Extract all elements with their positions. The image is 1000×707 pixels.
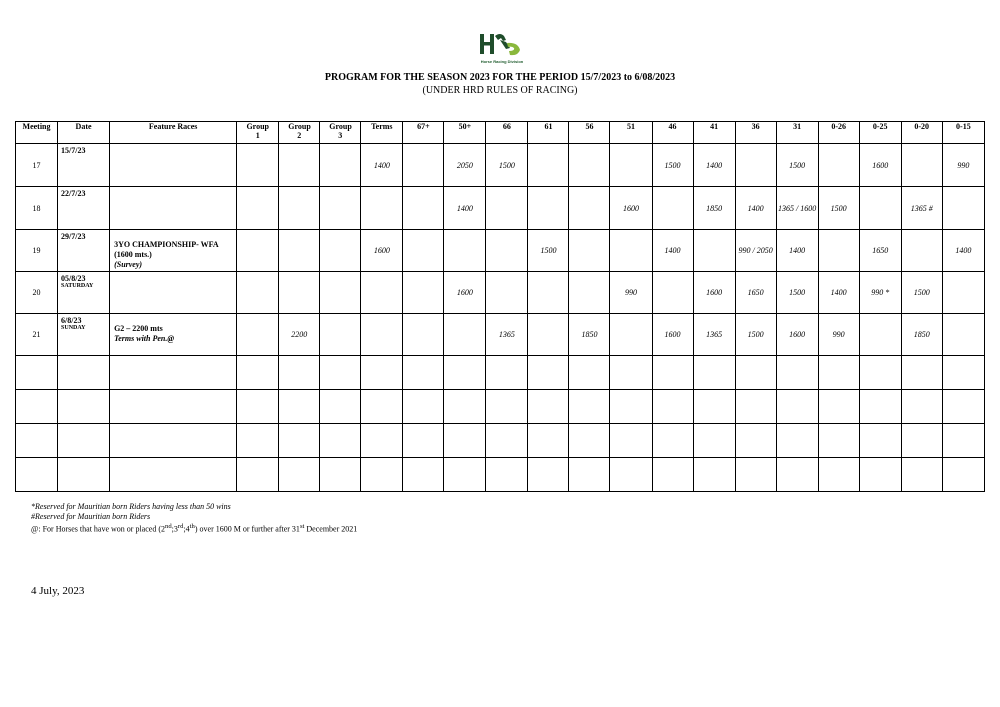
distance-cell — [486, 187, 528, 230]
empty-cell — [403, 356, 444, 390]
distance-cell: 1850 — [693, 187, 735, 230]
distance-cell: 1600 — [361, 230, 403, 272]
empty-cell — [444, 458, 486, 492]
distance-cell — [569, 187, 610, 230]
empty-cell — [320, 356, 361, 390]
meeting-cell: 21 — [16, 314, 58, 356]
distance-cell: 1650 — [859, 230, 901, 272]
column-header: 56 — [569, 122, 610, 144]
empty-cell — [942, 390, 984, 424]
empty-cell — [569, 356, 610, 390]
empty-cell — [279, 424, 320, 458]
distance-cell — [818, 144, 859, 187]
empty-cell — [901, 424, 942, 458]
meeting-cell: 18 — [16, 187, 58, 230]
distance-cell — [279, 187, 320, 230]
distance-cell: 990 — [818, 314, 859, 356]
column-header: 0-26 — [818, 122, 859, 144]
page-subtitle: (UNDER HRD RULES OF RACING) — [422, 85, 578, 96]
empty-cell — [569, 424, 610, 458]
empty-cell — [610, 424, 652, 458]
column-header: Meeting — [16, 122, 58, 144]
footnote: @: For Horses that have won or placed (2nd;3rd;4th) over 1600 M or further after 31st December 2021 — [31, 523, 358, 534]
column-header: 67+ — [403, 122, 444, 144]
distance-cell: 1400 — [361, 144, 403, 187]
column-header: Date — [58, 122, 110, 144]
distance-cell — [569, 144, 610, 187]
empty-cell — [652, 458, 693, 492]
distance-cell — [610, 314, 652, 356]
distance-cell — [320, 187, 361, 230]
empty-cell — [776, 390, 818, 424]
distance-cell: 2050 — [444, 144, 486, 187]
column-header: 0-25 — [859, 122, 901, 144]
empty-cell — [361, 458, 403, 492]
footnote: #Reserved for Mauritian born Riders — [31, 512, 151, 521]
distance-cell: 1400 — [735, 187, 776, 230]
table-row — [16, 230, 985, 272]
column-header: 51 — [610, 122, 652, 144]
distance-cell — [693, 230, 735, 272]
distance-cell: 1400 — [693, 144, 735, 187]
distance-cell: 1400 — [444, 187, 486, 230]
empty-cell — [652, 424, 693, 458]
date-cell — [58, 230, 110, 272]
empty-cell — [735, 424, 776, 458]
distance-cell — [569, 230, 610, 272]
empty-cell — [818, 356, 859, 390]
distance-cell: 990 — [942, 144, 984, 187]
empty-cell — [610, 356, 652, 390]
empty-cell — [652, 390, 693, 424]
empty-cell — [58, 424, 110, 458]
empty-cell — [58, 390, 110, 424]
date-cell — [58, 314, 110, 356]
empty-cell — [320, 424, 361, 458]
distance-cell: 990 * — [859, 272, 901, 314]
distance-cell — [403, 144, 444, 187]
column-header: 36 — [735, 122, 776, 144]
distance-cell — [901, 144, 942, 187]
distance-cell — [403, 272, 444, 314]
empty-cell — [110, 390, 237, 424]
distance-cell: 1365 — [486, 314, 528, 356]
distance-cell — [403, 314, 444, 356]
distance-cell: 1650 — [735, 272, 776, 314]
distance-cell — [942, 272, 984, 314]
distance-cell: 1500 — [776, 144, 818, 187]
table-row — [16, 272, 985, 314]
empty-cell — [652, 356, 693, 390]
distance-cell — [361, 187, 403, 230]
empty-cell — [942, 458, 984, 492]
empty-cell — [361, 390, 403, 424]
empty-cell — [528, 390, 569, 424]
distance-cell: 1850 — [901, 314, 942, 356]
distance-cell: 1365 / 1600 — [776, 187, 818, 230]
empty-cell — [776, 356, 818, 390]
date-value: 29/7/23 — [61, 232, 86, 241]
document-date: 4 July, 2023 — [31, 585, 85, 597]
distance-cell — [320, 314, 361, 356]
empty-cell — [110, 356, 237, 390]
day-label: SATURDAY — [61, 283, 94, 289]
empty-cell — [735, 458, 776, 492]
feature-race-cell — [110, 144, 237, 187]
distance-cell: 1600 — [444, 272, 486, 314]
table-body — [16, 144, 985, 492]
empty-cell — [901, 390, 942, 424]
meeting-cell: 19 — [16, 230, 58, 272]
distance-cell — [237, 144, 279, 187]
distance-cell — [279, 272, 320, 314]
distance-cell: 1500 — [735, 314, 776, 356]
empty-cell — [279, 458, 320, 492]
column-header: Group 1 — [237, 122, 279, 144]
distance-cell — [444, 230, 486, 272]
distance-cell — [735, 144, 776, 187]
empty-cell — [486, 356, 528, 390]
distance-cell — [403, 187, 444, 230]
distance-cell — [610, 230, 652, 272]
date-value: 05/8/23 — [61, 274, 86, 283]
date-value: 15/7/23 — [61, 146, 86, 155]
distance-cell — [610, 144, 652, 187]
distance-cell: 1400 — [942, 230, 984, 272]
distance-cell — [901, 230, 942, 272]
empty-cell — [279, 390, 320, 424]
distance-cell — [859, 187, 901, 230]
distance-cell: 1500 — [776, 272, 818, 314]
empty-cell — [237, 390, 279, 424]
date-value: 6/8/23 — [61, 316, 82, 325]
date-value: 22/7/23 — [61, 189, 86, 198]
distance-cell — [444, 314, 486, 356]
logo-caption: Horse Racing Division — [480, 59, 524, 64]
distance-cell — [237, 187, 279, 230]
distance-cell — [237, 230, 279, 272]
feature-race-cell — [110, 272, 237, 314]
footnotes — [31, 502, 357, 535]
distance-cell: 2200 — [279, 314, 320, 356]
empty-cell — [528, 424, 569, 458]
distance-cell — [528, 144, 569, 187]
feature-race-note: Terms with Pen.@ — [114, 334, 175, 343]
column-header: 41 — [693, 122, 735, 144]
feature-race-name: G2 – 2200 mts — [114, 324, 163, 333]
empty-cell — [16, 356, 58, 390]
distance-cell: 1500 — [652, 144, 693, 187]
distance-cell — [652, 187, 693, 230]
empty-cell — [859, 458, 901, 492]
distance-cell: 1400 — [652, 230, 693, 272]
empty-cell — [403, 424, 444, 458]
empty-cell — [486, 424, 528, 458]
table-row — [16, 458, 985, 492]
empty-cell — [901, 458, 942, 492]
empty-cell — [58, 356, 110, 390]
date-cell — [58, 187, 110, 230]
empty-cell — [735, 356, 776, 390]
feature-race-name: 3YO CHAMPIONSHIP- WFA (1600 mts.) — [114, 240, 219, 259]
empty-cell — [16, 458, 58, 492]
distance-cell: 1365 # — [901, 187, 942, 230]
empty-cell — [320, 390, 361, 424]
empty-cell — [16, 390, 58, 424]
distance-cell: 1400 — [818, 272, 859, 314]
distance-cell: 1500 — [818, 187, 859, 230]
distance-cell — [528, 272, 569, 314]
empty-cell — [942, 356, 984, 390]
distance-cell: 1600 — [652, 314, 693, 356]
empty-cell — [818, 458, 859, 492]
empty-cell — [942, 424, 984, 458]
empty-cell — [110, 458, 237, 492]
empty-cell — [486, 458, 528, 492]
distance-cell — [486, 230, 528, 272]
feature-race-cell — [110, 314, 237, 356]
distance-cell — [237, 272, 279, 314]
page-title: PROGRAM FOR THE SEASON 2023 FOR THE PERIOD 15/7/2023 to 6/08/2023 — [324, 72, 676, 83]
empty-cell — [610, 390, 652, 424]
empty-cell — [776, 458, 818, 492]
empty-cell — [901, 356, 942, 390]
empty-cell — [361, 356, 403, 390]
empty-cell — [693, 390, 735, 424]
empty-cell — [237, 356, 279, 390]
distance-cell — [486, 272, 528, 314]
distance-cell — [320, 230, 361, 272]
column-header: Terms — [361, 122, 403, 144]
table-row — [16, 144, 985, 187]
empty-cell — [444, 424, 486, 458]
meeting-cell: 20 — [16, 272, 58, 314]
distance-cell: 1600 — [776, 314, 818, 356]
column-header: 50+ — [444, 122, 486, 144]
column-header: 46 — [652, 122, 693, 144]
empty-cell — [859, 356, 901, 390]
empty-cell — [320, 458, 361, 492]
empty-cell — [610, 458, 652, 492]
feature-race-note: (Survey) — [114, 260, 143, 269]
empty-cell — [528, 458, 569, 492]
distance-cell: 1600 — [859, 144, 901, 187]
empty-cell — [110, 424, 237, 458]
empty-cell — [693, 356, 735, 390]
column-header: 31 — [776, 122, 818, 144]
distance-cell: 1600 — [693, 272, 735, 314]
distance-cell: 990 — [610, 272, 652, 314]
distance-cell: 990 / 2050 — [735, 230, 776, 272]
empty-cell — [818, 424, 859, 458]
distance-cell — [279, 144, 320, 187]
distance-cell — [942, 187, 984, 230]
distance-cell — [652, 272, 693, 314]
table-row — [16, 314, 985, 356]
footnote: *Reserved for Mauritian born Riders having less than 50 wins — [31, 502, 231, 511]
date-cell — [58, 272, 110, 314]
table-row — [16, 424, 985, 458]
empty-cell — [735, 390, 776, 424]
distance-cell — [237, 314, 279, 356]
empty-cell — [58, 458, 110, 492]
empty-cell — [776, 424, 818, 458]
distance-cell — [818, 230, 859, 272]
distance-cell: 1600 — [610, 187, 652, 230]
day-label: SUNDAY — [61, 325, 86, 331]
empty-cell — [486, 390, 528, 424]
column-header: Feature Races — [110, 122, 237, 144]
empty-cell — [279, 356, 320, 390]
empty-cell — [444, 390, 486, 424]
distance-cell — [528, 187, 569, 230]
table-row — [16, 187, 985, 230]
distance-cell: 1500 — [901, 272, 942, 314]
column-header: Group 3 — [320, 122, 361, 144]
empty-cell — [818, 390, 859, 424]
column-header: 61 — [528, 122, 569, 144]
distance-cell — [569, 272, 610, 314]
distance-cell — [361, 314, 403, 356]
empty-cell — [569, 390, 610, 424]
distance-cell: 1400 — [776, 230, 818, 272]
empty-cell — [569, 458, 610, 492]
empty-cell — [859, 424, 901, 458]
date-cell — [58, 144, 110, 187]
distance-cell: 1500 — [528, 230, 569, 272]
feature-race-cell — [110, 187, 237, 230]
empty-cell — [237, 458, 279, 492]
distance-cell: 1365 — [693, 314, 735, 356]
table-header-row — [16, 122, 985, 144]
distance-cell — [320, 272, 361, 314]
empty-cell — [444, 356, 486, 390]
empty-cell — [693, 458, 735, 492]
feature-race-cell — [110, 230, 237, 272]
distance-cell — [279, 230, 320, 272]
distance-cell — [528, 314, 569, 356]
column-header: 0-20 — [901, 122, 942, 144]
meeting-cell: 17 — [16, 144, 58, 187]
distance-cell — [361, 272, 403, 314]
program-table — [15, 121, 985, 492]
empty-cell — [693, 424, 735, 458]
distance-cell: 1850 — [569, 314, 610, 356]
empty-cell — [528, 356, 569, 390]
empty-cell — [361, 424, 403, 458]
table-row — [16, 356, 985, 390]
column-header: 66 — [486, 122, 528, 144]
empty-cell — [403, 390, 444, 424]
column-header: 0-15 — [942, 122, 984, 144]
empty-cell — [403, 458, 444, 492]
distance-cell: 1500 — [486, 144, 528, 187]
table-row — [16, 390, 985, 424]
distance-cell — [859, 314, 901, 356]
distance-cell — [320, 144, 361, 187]
empty-cell — [16, 424, 58, 458]
distance-cell — [942, 314, 984, 356]
empty-cell — [859, 390, 901, 424]
column-header: Group 2 — [279, 122, 320, 144]
empty-cell — [237, 424, 279, 458]
distance-cell — [403, 230, 444, 272]
